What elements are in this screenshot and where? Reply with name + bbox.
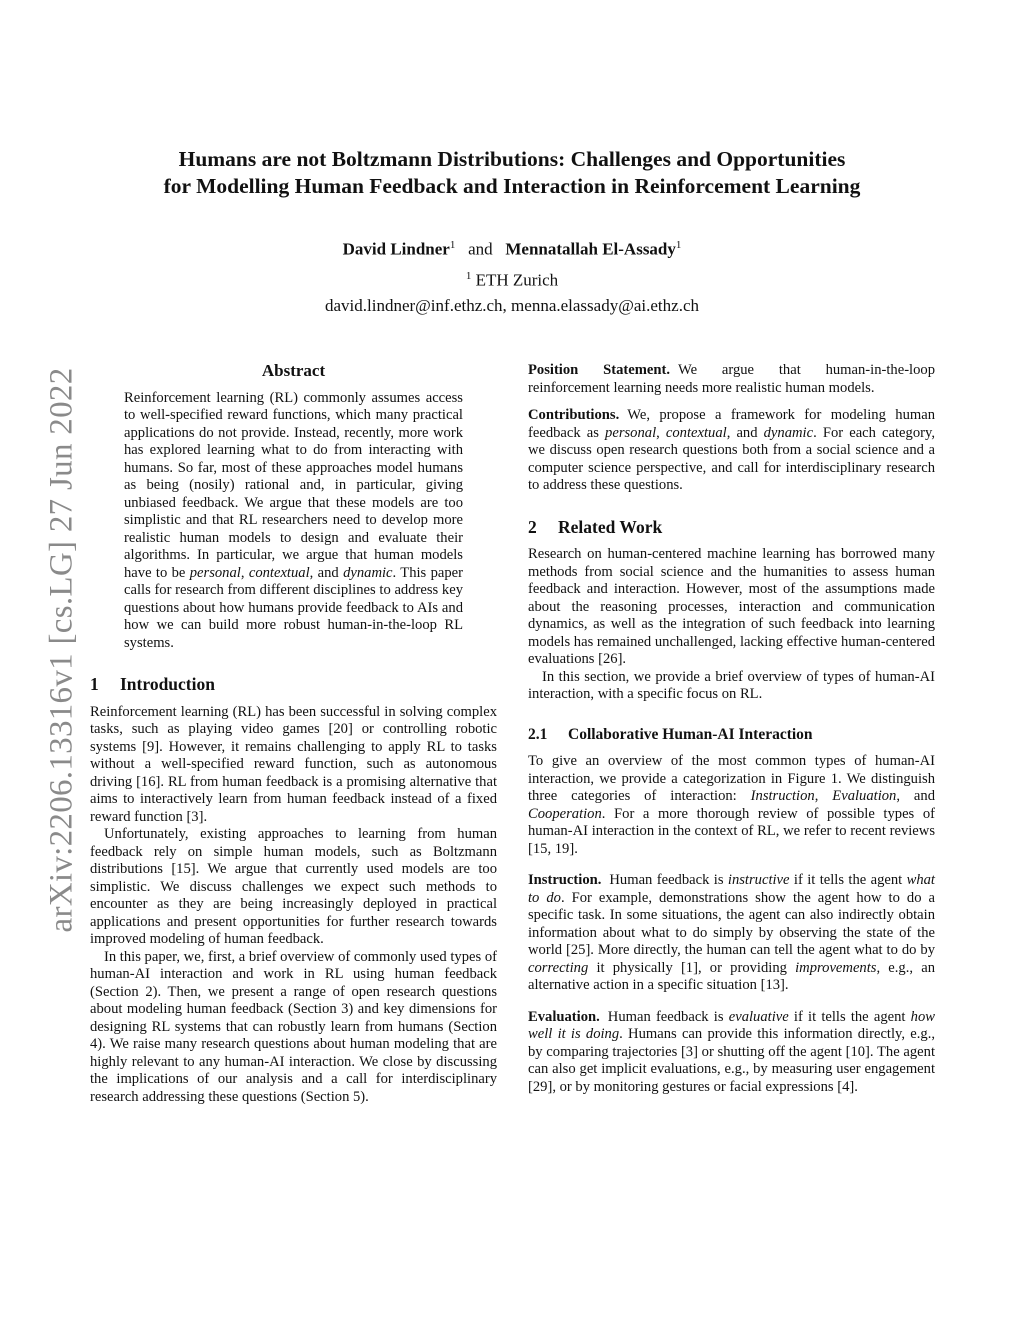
- author-2-sup: 1: [675, 239, 682, 251]
- instruction-paragraph: Instruction. Human feedback is instructive if it tells the agent what to do. For example, demonstrations show the agent how to do a specific task. In some situations, the agent can also indirectly obtain information about what to do simply by observing the state of the world [25]. More directly, the human can tell the agent what to do by correcting it physically [1], or providing improvements, e.g., an alternative action in a specific situation [13].: [528, 872, 935, 993]
- affiliation-name: ETH Zurich: [475, 270, 559, 290]
- related-paragraph-2: In this section, we provide a brief overview of types of human-AI interaction, with a specific focus on RL.: [528, 668, 935, 702]
- affiliation-sup: 1: [465, 269, 472, 282]
- author-1-sup: 1: [449, 239, 456, 251]
- paper-title: [60, 146, 964, 200]
- abstract-heading: Abstract: [261, 361, 326, 380]
- arxiv-side-stamp: arXiv:2206.13316v1 [cs.LG] 27 Jun 2022: [43, 367, 80, 933]
- author-block: [60, 232, 964, 319]
- related-paragraph-1: Research on human-centered machine learning has borrowed many methods from social science and the humanities to assess human feedback and interaction. However, most of the assumptions made about the reasoning processes, interaction and communication dynamics, as well as the integration of such feedback into learning models has remained unchallenged, lacking effective human-centered evaluations [26].: [528, 546, 935, 667]
- author-emails: david.lindner@inf.ethz.ch, menna.elassady@ai.ethz.ch: [324, 296, 699, 316]
- left-column: [90, 362, 497, 1106]
- intro-paragraph-3: In this paper, we, first, a brief overview of commonly used types of human-AI interaction and work in RL using human feedback (Section 2). Then, we present a range of open research questions about modeling human feedback (Section 3) and key dimensions for designing RL systems that can robustly learn from humans (Section 4). We raise many research questions about human modeling that are highly relevant to any human-AI interaction. We close by discussing the implications of our analysis and a call for interdisciplinary research addressing these questions (Section 5).: [90, 948, 497, 1105]
- section-heading-related-work: 2 Related Work: [528, 516, 663, 537]
- subsection-heading-collaborative: 2.1 Collaborative Human-AI Interaction: [528, 725, 813, 743]
- abstract-text: Reinforcement learning (RL) commonly assumes access to well-specified reward functions, which many practical applications do not provide. Instead, recently, more work has explored learning what to do from interacting with humans. So far, most of these approaches model humans as being (nosily) rational and, in particular, giving unbiased feedback. We argue that these models are too simplistic and that RL researchers need to develop more realistic human models to design and evaluate their algorithms. In particular, we argue that human models have to be personal, contextual, and dynamic. This paper calls for research from different disciplines to address key questions about how humans provide feedback to AIs and how we can build more robust human-in-the-loop RL systems.: [124, 389, 463, 651]
- section-heading-introduction: 1 Introduction: [90, 674, 215, 694]
- position-statement: Position Statement. We argue that human-in-the-loop reinforcement learning needs more realistic human models.: [528, 362, 936, 396]
- intro-paragraph-2: Unfortunately, existing approaches to learning from human feedback rely on simple human models, such as Boltzmann distributions [15]. We argue that currently used models are too simplistic. We discuss challenges we expect such methods to encounter as they are being increasingly deployed in practical applications and present opportunities for further research towards improved modeling of human feedback.: [90, 826, 497, 947]
- affiliation: [60, 263, 964, 294]
- author-conjunction: and: [468, 239, 493, 259]
- evaluation-paragraph: Evaluation. Human feedback is evaluative if it tells the agent how well it is doing. Humans can provide this information directly, e.g., by comparing trajectories [3] or shutting off the agent [10]. The agent can also get implicit evaluations, e.g., by measuring user engagement [29], or by monitoring gestures or facial expressions [4].: [528, 1008, 935, 1095]
- contributions-paragraph: Contributions. We, propose a framework for modeling human feedback as personal, contextual, and dynamic. For each category, we discuss open research questions both from a social science and a computer science perspective, and call for interdisciplinary research to address these questions.: [528, 407, 935, 493]
- author-1: David Lindner: [342, 239, 450, 259]
- title-line-1: Humans are not Boltzmann Distributions: Challenges and Opportunities: [178, 147, 846, 171]
- collab-paragraph: To give an overview of the most common types of human-AI interaction, we provide a categorization in Figure 1. We distinguish three categories of interaction: Instruction, Evaluation, and Cooperation. For a more thorough review of possible types of human-AI interaction in the context of RL, we refer to recent reviews [15, 19].: [528, 753, 935, 857]
- title-line-2: for Modelling Human Feedback and Interaction in Reinforcement Learning: [163, 174, 861, 198]
- intro-paragraph-1: Reinforcement learning (RL) has been successful in solving complex tasks, such as playing video games [20] or controlling robotic systems [9]. However, it remains challenging to apply RL to tasks without a well-specified reward function, such as autonomous driving [16]. RL from human feedback is a promising alternative that aims to interactively learn from human feedback instead of a fixed reward function [3].: [90, 703, 497, 825]
- author-2: Mennatallah El-Assady: [505, 239, 676, 259]
- right-column: [528, 362, 935, 1106]
- author-names: [60, 232, 964, 263]
